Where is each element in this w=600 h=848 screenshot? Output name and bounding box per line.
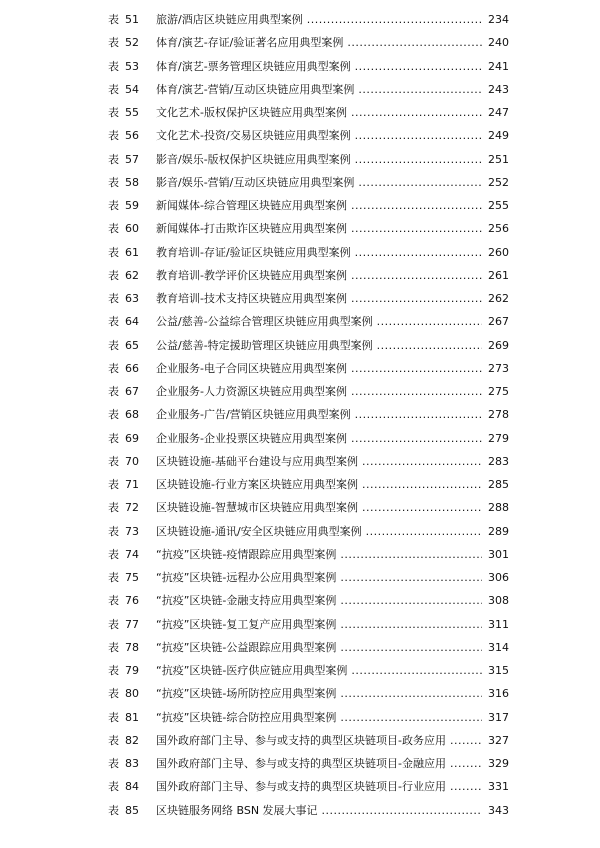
toc-entry[interactable] (0, 729, 600, 752)
toc-entry-label (108, 589, 150, 612)
toc-entry-label (108, 217, 150, 240)
toc-entry-number: 66 (125, 361, 139, 375)
toc-entry-label (108, 8, 150, 31)
toc-entry-prefix: 表 (108, 152, 119, 166)
toc-entry[interactable] (0, 124, 600, 147)
toc-entry-label (108, 799, 150, 822)
toc-entry-label (108, 101, 150, 124)
toc-entry-title: 影音/娱乐-营销/互动区块链应用典型案例 ..... (156, 171, 482, 194)
toc-entry-prefix: 表 (108, 175, 119, 189)
toc-entry-number: 81 (125, 710, 139, 724)
toc-entry[interactable] (0, 241, 600, 264)
toc-entry[interactable] (0, 171, 600, 194)
toc-entry-title: 文化艺术-版权保护区块链应用典型案例 ..... (156, 101, 482, 124)
toc-entry-prefix: 表 (108, 129, 119, 143)
toc-entry-number: 70 (125, 454, 139, 468)
toc-entry[interactable] (0, 334, 600, 357)
toc-entry[interactable] (0, 682, 600, 705)
toc-entry-title: 文化艺术-投资/交易区块链应用典型案例 ..... (156, 124, 482, 147)
toc-entry-title: 国外政府部门主导、参与或支持的典型区块链项目-政务应用 ..... (156, 729, 482, 752)
toc-entry-page: 260 (488, 245, 509, 259)
toc-entry-prefix: 表 (108, 757, 119, 770)
toc-entry-prefix: 表 (108, 431, 119, 445)
toc-entry[interactable] (0, 310, 600, 333)
toc-entry-title: 旅游/酒店区块链应用典型案例 ..... (156, 8, 482, 31)
toc-entry[interactable] (0, 752, 600, 775)
toc-entry-title: 区块链设施-通讯/安全区块链应用典型案例 ..... (156, 520, 482, 543)
toc-entry-page: 308 (488, 594, 509, 608)
toc-entry-number: 64 (125, 315, 139, 329)
toc-entry-page: 327 (488, 733, 509, 747)
toc-entry-page: 234 (488, 13, 509, 26)
toc-entry-page: 275 (488, 385, 509, 398)
toc-entry-number: 85 (125, 803, 139, 817)
toc-entry-prefix: 表 (108, 245, 119, 259)
toc-entry[interactable] (0, 613, 600, 636)
toc-entry-title: 公益/慈善-公益综合管理区块链应用典型案例 ..... (156, 310, 482, 333)
toc-entry-number: 76 (125, 594, 139, 608)
toc-entry[interactable] (0, 217, 600, 240)
toc-entry-page: 255 (488, 199, 509, 212)
toc-entry-number: 80 (125, 687, 139, 701)
toc-entry-prefix: 表 (108, 199, 119, 212)
toc-entry-number: 63 (125, 292, 139, 305)
toc-entry-title: “抗疫”区块链-医疗供应链应用典型案例 ..... (156, 659, 482, 682)
toc-entry-title: 区块链设施-行业方案区块链应用典型案例 ..... (156, 473, 482, 496)
toc-entry-title: 企业服务-电子合同区块链应用典型案例 ..... (156, 357, 482, 380)
toc-entry-label (108, 194, 150, 217)
toc-entry-title: 国外政府部门主导、参与或支持的典型区块链项目-金融应用 ..... (156, 752, 482, 775)
toc-entry-page: 261 (488, 268, 509, 282)
toc-entry[interactable] (0, 403, 600, 426)
toc-entry-prefix: 表 (108, 733, 119, 747)
toc-entry[interactable] (0, 473, 600, 496)
toc-entry-title: “抗疫”区块链-金融支持应用典型案例 ..... (156, 589, 482, 612)
toc-entry-title: 企业服务-广告/营销区块链应用典型案例 ..... (156, 403, 482, 426)
toc-entry-title: 体育/演艺-票务管理区块链应用典型案例 ..... (156, 55, 482, 78)
toc-entry-prefix: 表 (108, 617, 119, 631)
toc-entry-number: 52 (125, 36, 139, 50)
toc-entry[interactable] (0, 496, 600, 519)
toc-entry-page: 329 (488, 757, 509, 770)
table-of-contents (0, 8, 600, 822)
toc-entry-label (108, 636, 150, 659)
toc-entry-title: “抗疫”区块链-远程办公应用典型案例 ..... (156, 566, 482, 589)
toc-entry-title: 区块链设施-智慧城市区块链应用典型案例 ..... (156, 496, 482, 519)
toc-entry-title: 企业服务-人力资源区块链应用典型案例 ..... (156, 380, 482, 403)
toc-entry-prefix: 表 (108, 571, 119, 584)
toc-entry-page: 315 (488, 664, 509, 677)
toc-entry-prefix: 表 (108, 315, 119, 329)
toc-entry-label (108, 148, 150, 171)
toc-entry-title: 新闻媒体-打击欺诈区块链应用典型案例 ..... (156, 217, 482, 240)
toc-entry-prefix: 表 (108, 222, 119, 236)
toc-entry-page: 331 (488, 780, 509, 794)
toc-entry[interactable] (0, 31, 600, 54)
toc-entry-label (108, 264, 150, 287)
toc-entry-title: 体育/演艺-存证/验证著名应用典型案例 ..... (156, 31, 482, 54)
toc-entry-prefix: 表 (108, 106, 119, 119)
toc-entry-label (108, 473, 150, 496)
toc-entry-label (108, 520, 150, 543)
toc-entry-page: 314 (488, 640, 509, 654)
toc-entry-number: 79 (125, 664, 139, 677)
toc-entry-page: 285 (488, 478, 509, 491)
toc-entry-label (108, 334, 150, 357)
toc-entry-prefix: 表 (108, 292, 119, 305)
toc-entry-number: 69 (125, 431, 139, 445)
toc-entry-label (108, 380, 150, 403)
toc-entry-page: 288 (488, 501, 509, 515)
toc-entry-title: 教育培训-存证/验证区块链应用典型案例 ..... (156, 241, 482, 264)
toc-entry-prefix: 表 (108, 361, 119, 375)
toc-entry-number: 67 (125, 385, 139, 398)
toc-entry-page: 251 (488, 152, 509, 166)
toc-entry[interactable] (0, 636, 600, 659)
toc-entry[interactable] (0, 101, 600, 124)
toc-entry-prefix: 表 (108, 36, 119, 50)
toc-entry-label (108, 310, 150, 333)
toc-entry[interactable] (0, 264, 600, 287)
toc-entry[interactable] (0, 8, 600, 31)
toc-entry-label (108, 78, 150, 101)
toc-entry-title: “抗疫”区块链-综合防控应用典型案例 ..... (156, 706, 482, 729)
toc-entry-number: 72 (125, 501, 139, 515)
toc-entry-prefix: 表 (108, 13, 119, 26)
toc-entry-label (108, 613, 150, 636)
toc-entry-page: 316 (488, 687, 509, 701)
toc-entry[interactable] (0, 55, 600, 78)
toc-entry-page: 289 (488, 524, 509, 538)
toc-entry-prefix: 表 (108, 780, 119, 794)
toc-entry-number: 56 (125, 129, 139, 143)
toc-entry-label (108, 427, 150, 450)
toc-entry-page: 241 (488, 59, 509, 73)
toc-entry-page: 279 (488, 431, 509, 445)
toc-entry-number: 62 (125, 268, 139, 282)
toc-entry-number: 78 (125, 640, 139, 654)
toc-entry-number: 75 (125, 571, 139, 584)
toc-entry-page: 301 (488, 547, 509, 561)
toc-entry-title: 新闻媒体-综合管理区块链应用典型案例 ..... (156, 194, 482, 217)
toc-entry-prefix: 表 (108, 454, 119, 468)
toc-entry-page: 262 (488, 292, 509, 305)
toc-entry-page: 240 (488, 36, 509, 50)
toc-entry[interactable] (0, 287, 600, 310)
toc-entry-page: 256 (488, 222, 509, 236)
toc-entry-title: 公益/慈善-特定援助管理区块链应用典型案例 ..... (156, 334, 482, 357)
toc-entry-page: 243 (488, 82, 509, 96)
toc-entry-prefix: 表 (108, 478, 119, 491)
toc-entry-number: 68 (125, 408, 139, 422)
toc-entry-title: 教育培训-技术支持区块链应用典型案例 ..... (156, 287, 482, 310)
toc-entry[interactable] (0, 78, 600, 101)
toc-entry-number: 65 (125, 338, 139, 352)
toc-entry-label (108, 729, 150, 752)
toc-entry-title: “抗疫”区块链-疫情跟踪应用典型案例 ..... (156, 543, 482, 566)
toc-entry-title: 影音/娱乐-版权保护区块链应用典型案例 ..... (156, 148, 482, 171)
toc-entry-number: 59 (125, 199, 139, 212)
toc-entry-number: 77 (125, 617, 139, 631)
toc-entry-label (108, 682, 150, 705)
toc-entry[interactable] (0, 543, 600, 566)
toc-entry-number: 83 (125, 757, 139, 770)
toc-entry-prefix: 表 (108, 59, 119, 73)
toc-entry-number: 60 (125, 222, 139, 236)
toc-entry-prefix: 表 (108, 338, 119, 352)
toc-entry[interactable] (0, 589, 600, 612)
toc-entry-page: 249 (488, 129, 509, 143)
toc-entry-label (108, 357, 150, 380)
toc-entry-prefix: 表 (108, 640, 119, 654)
toc-entry-prefix: 表 (108, 547, 119, 561)
toc-entry-label (108, 171, 150, 194)
toc-entry-title: 区块链服务网络 BSN 发展大事记 ..... (156, 799, 482, 822)
toc-entry-page: 306 (488, 571, 509, 584)
toc-entry-page: 252 (488, 175, 509, 189)
toc-entry-prefix: 表 (108, 594, 119, 608)
toc-entry-page: 269 (488, 338, 509, 352)
toc-entry-number: 58 (125, 175, 139, 189)
toc-entry-label (108, 241, 150, 264)
toc-entry-page: 273 (488, 361, 509, 375)
toc-entry-page: 247 (488, 106, 509, 119)
toc-entry-prefix: 表 (108, 501, 119, 515)
toc-entry-title: “抗疫”区块链-复工复产应用典型案例 ..... (156, 613, 482, 636)
toc-entry-label (108, 287, 150, 310)
toc-entry[interactable] (0, 659, 600, 682)
toc-entry-prefix: 表 (108, 664, 119, 677)
toc-entry-title: 体育/演艺-营销/互动区块链应用典型案例 ..... (156, 78, 482, 101)
toc-entry-prefix: 表 (108, 385, 119, 398)
toc-entry-label (108, 543, 150, 566)
toc-entry-title: 企业服务-企业投票区块链应用典型案例 ..... (156, 427, 482, 450)
toc-entry-prefix: 表 (108, 82, 119, 96)
toc-entry[interactable] (0, 520, 600, 543)
toc-entry-label (108, 659, 150, 682)
toc-entry-page: 311 (488, 617, 509, 631)
toc-entry-number: 53 (125, 59, 139, 73)
toc-entry-page: 267 (488, 315, 509, 329)
toc-entry-label (108, 752, 150, 775)
toc-entry-prefix: 表 (108, 524, 119, 538)
toc-entry-number: 51 (125, 13, 139, 26)
toc-entry-page: 343 (488, 803, 509, 817)
toc-entry[interactable] (0, 706, 600, 729)
toc-entry-label (108, 775, 150, 798)
toc-entry-number: 61 (125, 245, 139, 259)
toc-entry-label (108, 566, 150, 589)
toc-entry-page: 278 (488, 408, 509, 422)
toc-entry-number: 73 (125, 524, 139, 538)
toc-entry[interactable] (0, 380, 600, 403)
toc-entry-label (108, 706, 150, 729)
toc-entry-number: 71 (125, 478, 139, 491)
toc-entry-prefix: 表 (108, 687, 119, 701)
toc-entry-label (108, 31, 150, 54)
toc-entry[interactable] (0, 775, 600, 798)
toc-entry-prefix: 表 (108, 408, 119, 422)
toc-entry-title: 教育培训-教学评价区块链应用典型案例 ..... (156, 264, 482, 287)
toc-entry-label (108, 450, 150, 473)
toc-entry[interactable] (0, 148, 600, 171)
toc-entry-number: 84 (125, 780, 139, 794)
toc-entry-number: 54 (125, 82, 139, 96)
toc-entry-number: 74 (125, 547, 139, 561)
toc-entry-label (108, 55, 150, 78)
toc-entry[interactable] (0, 357, 600, 380)
toc-entry-prefix: 表 (108, 710, 119, 724)
toc-entry-prefix: 表 (108, 268, 119, 282)
toc-entry[interactable] (0, 799, 600, 822)
toc-entry-title: 国外政府部门主导、参与或支持的典型区块链项目-行业应用 ..... (156, 775, 482, 798)
toc-entry-page: 317 (488, 710, 509, 724)
toc-entry-label (108, 403, 150, 426)
toc-entry-number: 82 (125, 733, 139, 747)
toc-entry[interactable] (0, 450, 600, 473)
toc-entry-page: 283 (488, 454, 509, 468)
toc-entry[interactable] (0, 194, 600, 217)
toc-entry-title: “抗疫”区块链-场所防控应用典型案例 ..... (156, 682, 482, 705)
toc-entry-label (108, 496, 150, 519)
toc-entry[interactable] (0, 427, 600, 450)
toc-entry-number: 55 (125, 106, 139, 119)
toc-entry-label (108, 124, 150, 147)
toc-entry-prefix: 表 (108, 803, 119, 817)
toc-entry-number: 57 (125, 152, 139, 166)
toc-entry-title: 区块链设施-基础平台建设与应用典型案例 ..... (156, 450, 482, 473)
toc-entry[interactable] (0, 566, 600, 589)
toc-entry-title: “抗疫”区块链-公益跟踪应用典型案例 ..... (156, 636, 482, 659)
